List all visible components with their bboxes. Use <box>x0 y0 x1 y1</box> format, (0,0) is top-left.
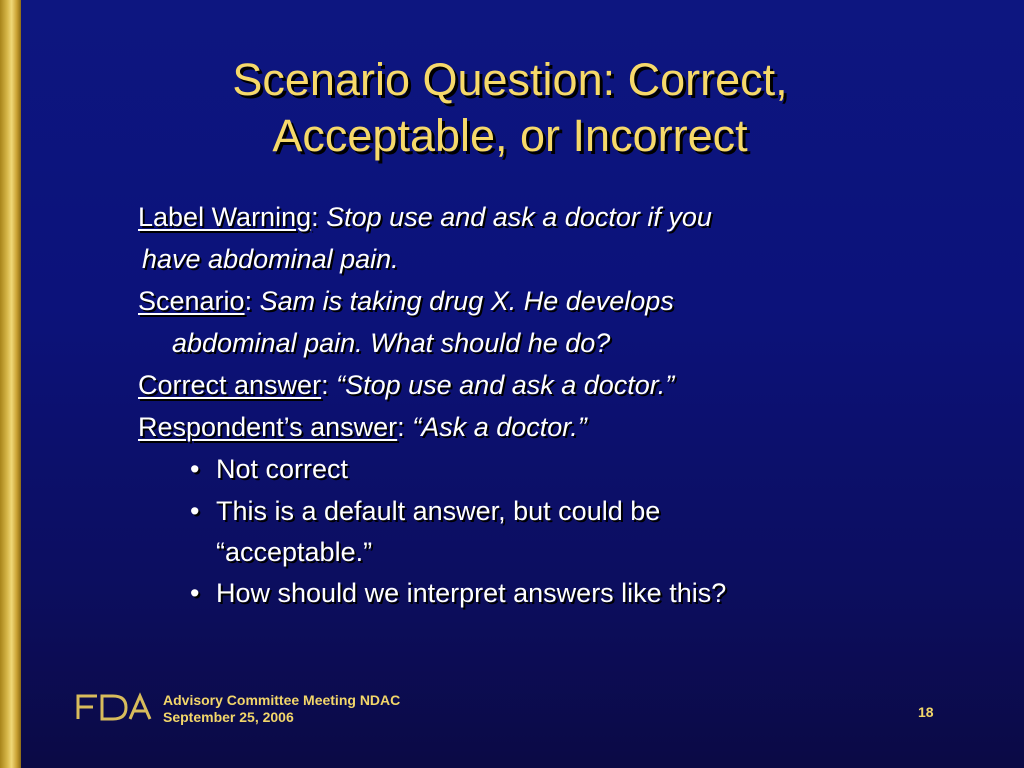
bullet-item-interpret-question <box>186 572 898 614</box>
label-warning-separator: : <box>311 202 319 232</box>
gold-side-bar <box>0 0 21 768</box>
bullet-text: How should we interpret answers like this? <box>216 578 727 608</box>
footer-meeting-title: Advisory Committee Meeting NDAC <box>163 692 401 708</box>
bullet-text: This is a default answer, but could be <box>216 496 661 526</box>
label-warning-text-line-2: have abdominal pain. <box>142 244 399 274</box>
scenario-text-line-1: Sam is taking drug X. He develops <box>259 286 674 316</box>
bullet-list <box>138 448 898 614</box>
scenario-paragraph <box>138 280 898 364</box>
scenario-separator: : <box>244 286 253 316</box>
footer-meeting-date: September 25, 2006 <box>163 709 294 725</box>
slide-body <box>138 196 898 614</box>
respondent-answer-text: “Ask a doctor.” <box>412 412 587 442</box>
bullet-text-continuation: “acceptable.” <box>216 537 373 567</box>
bullet-text: Not correct <box>216 454 349 484</box>
fda-logo-icon <box>75 692 153 722</box>
slide-title <box>60 52 960 164</box>
correct-answer-separator: : <box>321 370 329 400</box>
respondent-answer-label: Respondent’s answer <box>138 412 398 442</box>
label-warning-text-line-1: Stop use and ask a doctor if you <box>326 202 712 232</box>
bullet-dot-icon: • <box>190 454 200 484</box>
correct-answer-label: Correct answer <box>138 370 322 400</box>
footer-meeting-info <box>163 692 400 726</box>
bullet-dot-icon: • <box>190 496 200 526</box>
slide-title-line-1: Scenario Question: Correct, <box>232 54 788 105</box>
respondent-answer-separator: : <box>397 412 405 442</box>
page-number: 18 <box>918 704 934 720</box>
correct-answer-text: “Stop use and ask a doctor.” <box>336 370 675 400</box>
label-warning-label: Label Warning <box>138 202 312 232</box>
respondent-answer-paragraph <box>138 406 898 448</box>
scenario-label: Scenario <box>138 286 245 316</box>
scenario-text-line-2: abdominal pain. What should he do? <box>172 328 611 358</box>
bullet-item-not-correct <box>186 448 898 490</box>
label-warning-paragraph <box>138 196 898 280</box>
correct-answer-paragraph <box>138 364 898 406</box>
bullet-item-default-answer <box>186 490 898 572</box>
slide-title-line-2: Acceptable, or Incorrect <box>272 110 748 161</box>
bullet-dot-icon: • <box>190 578 200 608</box>
